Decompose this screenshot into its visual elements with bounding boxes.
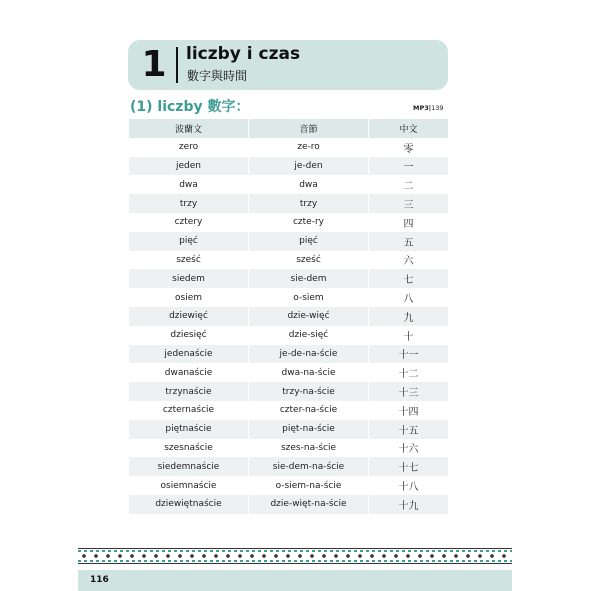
polish-word: osiem (129, 288, 249, 307)
table-row (129, 476, 449, 495)
syllables: pięt-na-ście (249, 420, 369, 439)
chapter-number: 1 (141, 44, 167, 85)
syllables: trzy-na-ście (249, 382, 369, 401)
chapter-subtitle: 數字與時間 (187, 69, 248, 83)
chinese-meaning: 十九 (369, 495, 449, 514)
polish-word: jeden (129, 157, 249, 176)
polish-word: dwanaście (129, 363, 249, 382)
table-row (129, 251, 449, 270)
vocabulary-table (128, 119, 449, 514)
chinese-meaning: 十 (369, 326, 449, 345)
syllables: o-siem-na-ście (249, 476, 369, 495)
chinese-meaning: 十三 (369, 382, 449, 401)
table-row (129, 382, 449, 401)
page-number: 116 (90, 575, 109, 585)
table-row (129, 175, 449, 194)
section-heading: (1) liczby 數字： (130, 99, 250, 115)
chinese-meaning: 十七 (369, 457, 449, 476)
polish-word: sześć (129, 251, 249, 270)
chinese-meaning: 五 (369, 232, 449, 251)
syllables: o-siem (249, 288, 369, 307)
polish-word: czternaście (129, 401, 249, 420)
table-row (129, 288, 449, 307)
table-header-row (129, 119, 449, 138)
polish-word: trzynaście (129, 382, 249, 401)
polish-word: pięć (129, 232, 249, 251)
chinese-meaning: 十六 (369, 439, 449, 458)
table-row (129, 326, 449, 345)
polish-word: cztery (129, 213, 249, 232)
syllables: dwa (249, 175, 369, 194)
table-row (129, 345, 449, 364)
table-row (129, 363, 449, 382)
chinese-meaning: 十八 (369, 476, 449, 495)
audio-label: MP3 (413, 104, 429, 112)
polish-word: trzy (129, 194, 249, 213)
chapter-title: liczby i czas (186, 44, 301, 64)
syllables: dwa-na-ście (249, 363, 369, 382)
audio-separator: | (428, 104, 432, 112)
polish-word: osiemnaście (129, 476, 249, 495)
column-header-chinese: 中文 (369, 119, 449, 138)
syllables: szes-na-ście (249, 439, 369, 458)
table-row (129, 420, 449, 439)
chinese-meaning: 十四 (369, 401, 449, 420)
table-row (129, 439, 449, 458)
chinese-meaning: 六 (369, 251, 449, 270)
column-header-syllables: 音節 (249, 119, 369, 138)
footer-bar (78, 570, 512, 591)
table-row (129, 495, 449, 514)
decorative-border-band (78, 548, 512, 564)
chinese-meaning: 四 (369, 213, 449, 232)
audio-track-tag[interactable] (413, 104, 444, 112)
polish-word: dziesięć (129, 326, 249, 345)
syllables: sie-dem (249, 269, 369, 288)
polish-word: siedem (129, 269, 249, 288)
polish-word: szesnaście (129, 439, 249, 458)
syllables: trzy (249, 194, 369, 213)
table-row (129, 307, 449, 326)
audio-track-number: 139 (431, 104, 444, 112)
syllables: czter-na-ście (249, 401, 369, 420)
polish-word: dziewiętnaście (129, 495, 249, 514)
table-row (129, 138, 449, 157)
table-row (129, 232, 449, 251)
syllables: je-de-na-ście (249, 345, 369, 364)
syllables: pięć (249, 232, 369, 251)
table-row (129, 401, 449, 420)
polish-word: dwa (129, 175, 249, 194)
syllables: ze-ro (249, 138, 369, 157)
table-row (129, 213, 449, 232)
chinese-meaning: 七 (369, 269, 449, 288)
column-header-polish: 波蘭文 (129, 119, 249, 138)
table-row (129, 269, 449, 288)
chinese-meaning: 一 (369, 157, 449, 176)
chinese-meaning: 零 (369, 138, 449, 157)
syllables: sie-dem-na-ście (249, 457, 369, 476)
polish-word: piętnaście (129, 420, 249, 439)
chinese-meaning: 九 (369, 307, 449, 326)
chinese-meaning: 十二 (369, 363, 449, 382)
table-row (129, 194, 449, 213)
syllables: sześć (249, 251, 369, 270)
polish-word: zero (129, 138, 249, 157)
syllables: czte-ry (249, 213, 369, 232)
syllables: dzie-więt-na-ście (249, 495, 369, 514)
syllables: dzie-sięć (249, 326, 369, 345)
polish-word: jedenaście (129, 345, 249, 364)
polish-word: dziewięć (129, 307, 249, 326)
syllables: dzie-więć (249, 307, 369, 326)
chinese-meaning: 三 (369, 194, 449, 213)
table-row (129, 157, 449, 176)
chinese-meaning: 八 (369, 288, 449, 307)
syllables: je-den (249, 157, 369, 176)
chinese-meaning: 十一 (369, 345, 449, 364)
header-divider (176, 47, 178, 83)
chinese-meaning: 二 (369, 175, 449, 194)
table-row (129, 457, 449, 476)
chinese-meaning: 十五 (369, 420, 449, 439)
polish-word: siedemnaście (129, 457, 249, 476)
